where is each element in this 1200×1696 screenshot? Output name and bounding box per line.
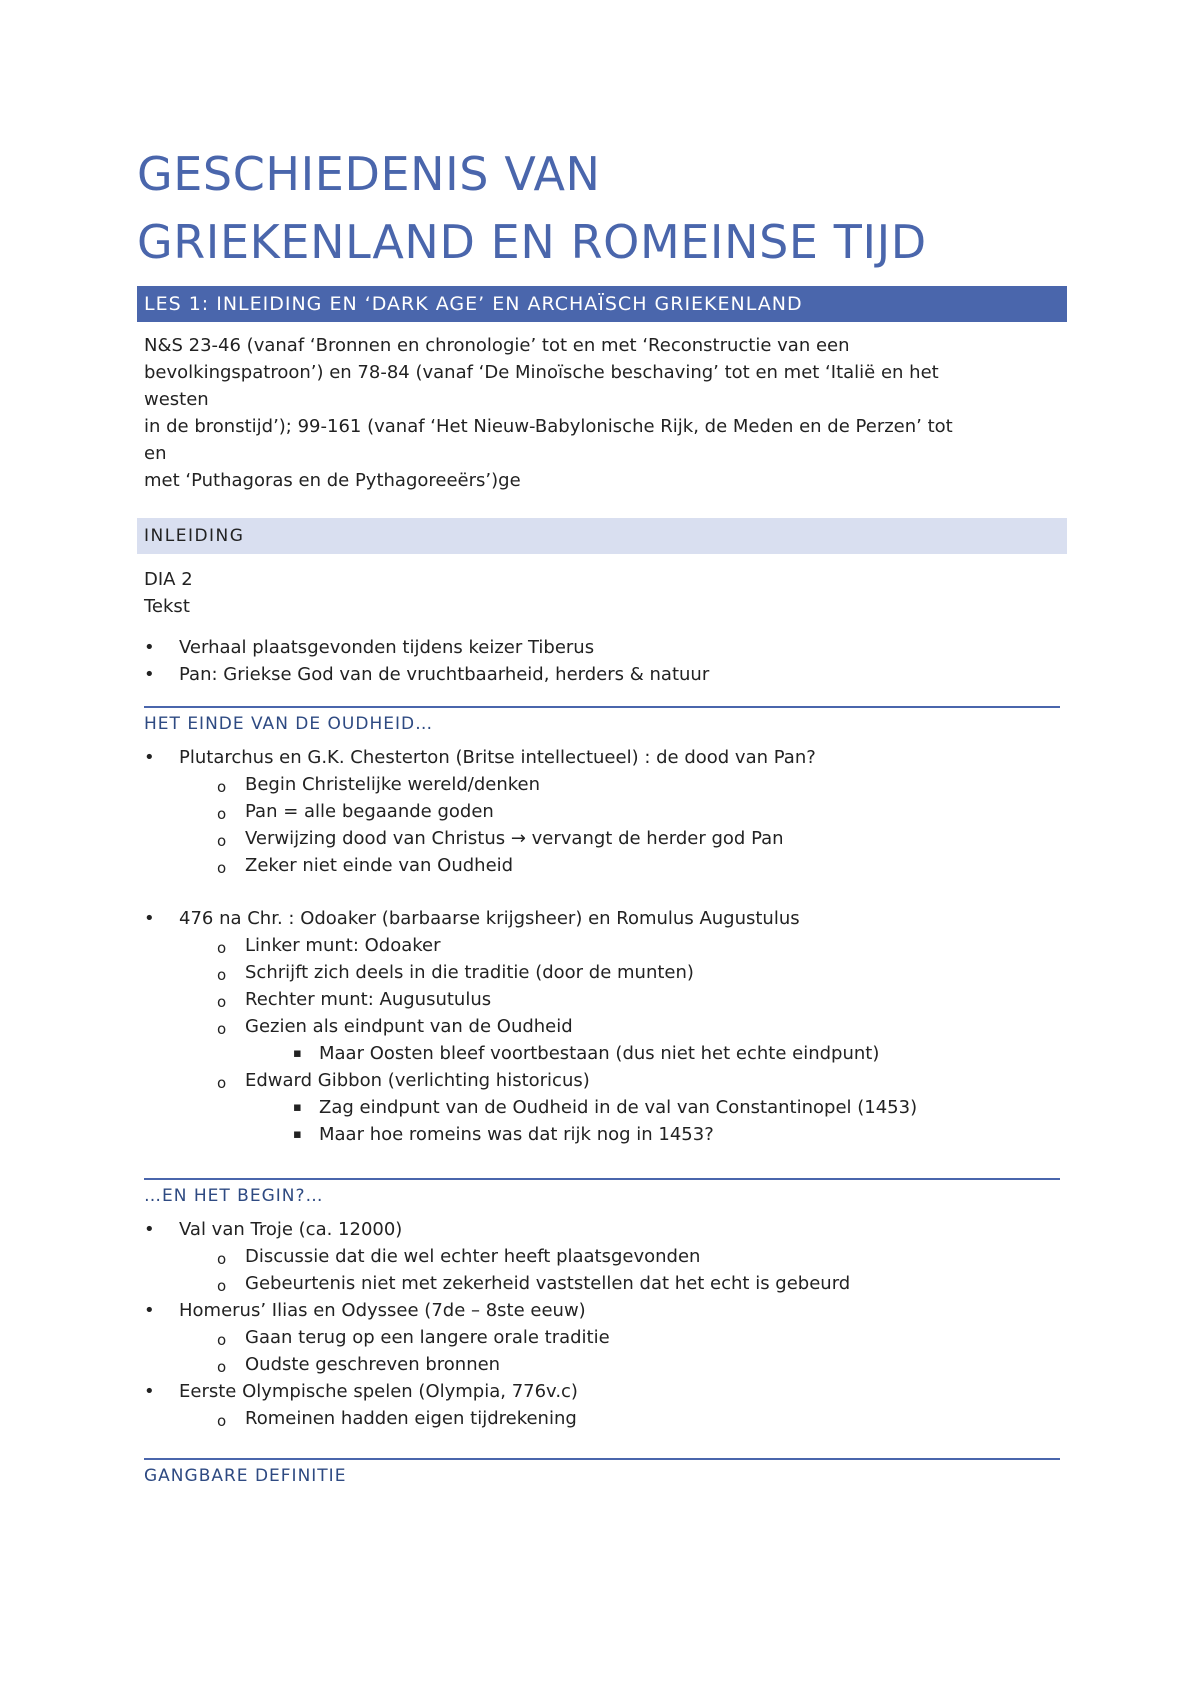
bullet-marker: • [144, 1300, 155, 1321]
sub-marker: o [217, 1277, 227, 1295]
sub-sub-list-item [137, 1121, 1067, 1148]
sub-list-item [137, 1270, 1067, 1297]
bullet-marker: • [144, 908, 155, 929]
reading-line: N&S 23-46 (vanaf ‘Bronnen en chronologie’ tot en met ‘Reconstructie van een [144, 335, 850, 356]
sub-sub-list-item [137, 1040, 1067, 1067]
einde-list [137, 744, 1067, 1148]
heading-les-1: LES 1: INLEIDING EN ‘DARK AGE’ EN ARCHAÏSCH GRIEKENLAND [137, 286, 1067, 322]
square-marker: ▪ [293, 1046, 302, 1061]
sub-sub-list-item [137, 1094, 1067, 1121]
sub-marker: o [217, 939, 227, 957]
list-item-text: Linker munt: Odoaker [245, 935, 441, 956]
list-item-text: Pan = alle begaande goden [245, 801, 494, 822]
sub-marker: o [217, 832, 227, 850]
sub-marker: o [217, 805, 227, 823]
list-item [137, 661, 1067, 688]
sub-marker: o [217, 1412, 227, 1430]
sub-list-item [137, 798, 1067, 825]
sub-list-item [137, 986, 1067, 1013]
sub-list-item [137, 771, 1067, 798]
bullet-marker: • [144, 664, 155, 685]
sub-list-item [137, 1324, 1067, 1351]
sub-list-item [137, 1067, 1067, 1094]
sub-list-item [137, 932, 1067, 959]
sub-list-item [137, 1405, 1067, 1432]
heading-einde-oudheid: HET EINDE VAN DE OUDHEID… [144, 706, 1060, 736]
sub-marker: o [217, 1250, 227, 1268]
reading-line: bevolkingspatroon’) en 78-84 (vanaf ‘De Minoïsche beschaving’ tot en met ‘Italië en het [144, 362, 939, 383]
list-item-text: Homerus’ Ilias en Odyssee (7de – 8ste eeuw) [179, 1300, 586, 1321]
list-item-text: Eerste Olympische spelen (Olympia, 776v.c) [179, 1381, 578, 1402]
list-item-text: Pan: Griekse God van de vruchtbaarheid, herders & natuur [179, 664, 710, 685]
list-item [137, 1297, 1067, 1324]
bullet-marker: • [144, 747, 155, 768]
list-item [137, 905, 1067, 932]
list-spacer [137, 879, 1067, 905]
list-item [137, 634, 1067, 661]
list-item-text: Plutarchus en G.K. Chesterton (Britse intellectueel) : de dood van Pan? [179, 747, 816, 768]
document-title [137, 140, 1067, 276]
list-item-text: Verhaal plaatsgevonden tijdens keizer Tiberus [179, 637, 595, 658]
list-item-text: Discussie dat die wel echter heeft plaatsgevonden [245, 1246, 701, 1267]
sub-marker: o [217, 1358, 227, 1376]
list-item-text: Begin Christelijke wereld/denken [245, 774, 540, 795]
list-item [137, 744, 1067, 771]
heading-inleiding: INLEIDING [137, 518, 1067, 554]
sub-marker: o [217, 993, 227, 1011]
heading-en-het-begin: …EN HET BEGIN?… [144, 1178, 1060, 1208]
document-content [137, 140, 1067, 1488]
inleiding-list [137, 634, 1067, 688]
dia-label: DIA 2 [144, 569, 193, 590]
square-marker: ▪ [293, 1127, 302, 1142]
list-item-text: Verwijzing dood van Christus → vervangt de herder god Pan [245, 828, 784, 849]
bullet-marker: • [144, 637, 155, 658]
square-marker: ▪ [293, 1100, 302, 1115]
sub-marker: o [217, 859, 227, 877]
reading-line: en [144, 443, 167, 464]
list-item-text: Gebeurtenis niet met zekerheid vaststellen dat het echt is gebeurd [245, 1273, 851, 1294]
sub-list-item [137, 1243, 1067, 1270]
sub-list-item [137, 1013, 1067, 1040]
list-item-text: Romeinen hadden eigen tijdrekening [245, 1408, 577, 1429]
title-line-2: GRIEKENLAND EN ROMEINSE TIJD [137, 215, 927, 269]
reading-assignment [144, 332, 1060, 494]
reading-line: westen [144, 389, 209, 410]
reading-line: met ‘Puthagoras en de Pythagoreeërs’)ge [144, 470, 521, 491]
list-item-text: Schrijft zich deels in die traditie (door de munten) [245, 962, 694, 983]
heading-gangbare-definitie: GANGBARE DEFINITIE [144, 1458, 1060, 1488]
sub-marker: o [217, 1074, 227, 1092]
reading-line: in de bronstijd’); 99-161 (vanaf ‘Het Nieuw-Babylonische Rijk, de Meden en de Perzen’ tot [144, 416, 953, 437]
bullet-marker: • [144, 1219, 155, 1240]
sub-list-item [137, 825, 1067, 852]
list-item-text: 476 na Chr. : Odoaker (barbaarse krijgsheer) en Romulus Augustulus [179, 908, 800, 929]
dia-block [144, 566, 1060, 620]
list-item [137, 1378, 1067, 1405]
list-item-text: Zag eindpunt van de Oudheid in de val van Constantinopel (1453) [319, 1097, 918, 1118]
sub-marker: o [217, 1331, 227, 1349]
list-item [137, 1216, 1067, 1243]
list-item-text: Val van Troje (ca. 12000) [179, 1219, 403, 1240]
tekst-label: Tekst [144, 596, 190, 617]
sub-marker: o [217, 1020, 227, 1038]
list-item-text: Gaan terug op een langere orale traditie [245, 1327, 610, 1348]
list-item-text: Maar Oosten bleef voortbestaan (dus niet het echte eindpunt) [319, 1043, 880, 1064]
begin-list [137, 1216, 1067, 1432]
list-item-text: Oudste geschreven bronnen [245, 1354, 501, 1375]
sub-list-item [137, 959, 1067, 986]
title-line-1: GESCHIEDENIS VAN [137, 147, 601, 201]
sub-marker: o [217, 778, 227, 796]
sub-marker: o [217, 966, 227, 984]
sub-list-item [137, 852, 1067, 879]
list-item-text: Maar hoe romeins was dat rijk nog in 1453? [319, 1124, 714, 1145]
list-item-text: Gezien als eindpunt van de Oudheid [245, 1016, 573, 1037]
list-item-text: Zeker niet einde van Oudheid [245, 855, 514, 876]
sub-list-item [137, 1351, 1067, 1378]
list-item-text: Edward Gibbon (verlichting historicus) [245, 1070, 590, 1091]
list-item-text: Rechter munt: Augusutulus [245, 989, 492, 1010]
bullet-marker: • [144, 1381, 155, 1402]
